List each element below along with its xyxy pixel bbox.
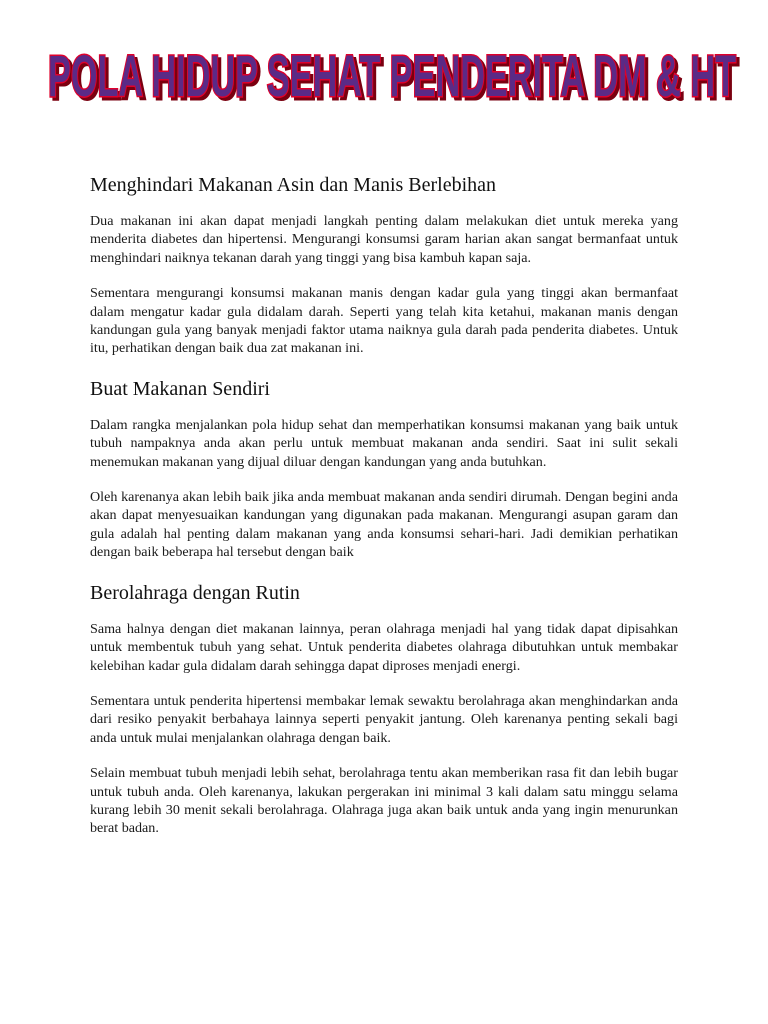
section-home-cooking: [90, 376, 678, 562]
paragraph: Sementara untuk penderita hipertensi membakar lemak sewaktu berolahraga akan menghindarkan anda dari resiko penyakit berbahaya lainnya seperti penyakit jantung. Oleh karenanya penting sekali bagi anda untuk mulai menjalankan olahraga dengan baik.: [90, 692, 678, 746]
section-heading: Menghindari Makanan Asin dan Manis Berlebihan: [90, 174, 497, 196]
paragraph: Selain membuat tubuh menjadi lebih sehat, berolahraga tentu akan memberikan rasa fit dan lebih bugar untuk tubuh anda. Oleh karenanya, lakukan pergerakan ini minimal 3 kali dalam satu minggu selama kurang lebih 30 menit sekali berolahraga. Olahraga juga akan baik untuk anda yang ingin menurunkan berat badan.: [90, 765, 678, 837]
section-salty-sweet: [90, 172, 678, 358]
paragraph: Sama halnya dengan diet makanan lainnya, peran olahraga menjadi hal yang tidak dapat dipisahkan untuk membentuk tubuh yang sehat. Untuk penderita diabetes olahraga dibutuhkan untuk membakar kelebihan kadar gula didalam darah sehingga dapat diproses menjadi energi.: [90, 620, 678, 674]
paragraph: Sementara mengurangi konsumsi makanan manis dengan kadar gula yang tinggi akan bermanfaat dalam mengatur kadar gula didalam darah. Seperti yang telah kita ketahui, makanan manis dengan kandungan gula yang banyak menjadi faktor utama naiknya gula darah pada penderita diabetes. Untuk itu, perhatikan dengan baik dua zat makanan ini.: [90, 285, 678, 357]
section-exercise: [90, 580, 678, 838]
document-title: POLA HIDUP SEHAT PENDERITA DM & HT: [48, 50, 737, 109]
section-heading: Berolahraga dengan Rutin: [90, 581, 300, 604]
document-title-shadow: POLA HIDUP SEHAT PENDERITA DM & HT: [51, 50, 740, 110]
paragraph: Dua makanan ini akan dapat menjadi langkah penting dalam melakukan diet untuk mereka yang menderita diabetes dan hipertensi. Mengurangi konsumsi garam harian akan sangat bermanfaat untuk menghindari naiknya tekanan darah yang tinggi yang bisa kambuh kapan saja.: [90, 213, 678, 266]
document-title-art: [0, 50, 768, 110]
paragraph: Oleh karenanya akan lebih baik jika anda membuat makanan anda sendiri dirumah. Dengan begini anda akan dapat menyesuaikan kandungan yang digunakan pada makanan. Mengurangi asupan garam dan gula adalah hal penting dalam makanan yang anda konsumsi sehari-hari. Jadi demikian perhatikan dengan baik beberapa hal tersebut dengan baik: [90, 489, 678, 561]
document-body: [90, 172, 678, 856]
paragraph: Dalam rangka menjalankan pola hidup sehat dan memperhatikan konsumsi makanan yang baik untuk tubuh nampaknya anda akan perlu untuk membuat makanan anda sendiri. Saat ini sulit sekali menemukan makanan yang dijual diluar dengan kandungan yang anda butuhkan.: [90, 416, 678, 470]
section-heading: Buat Makanan Sendiri: [90, 377, 270, 400]
document-title-banner: [0, 50, 768, 110]
